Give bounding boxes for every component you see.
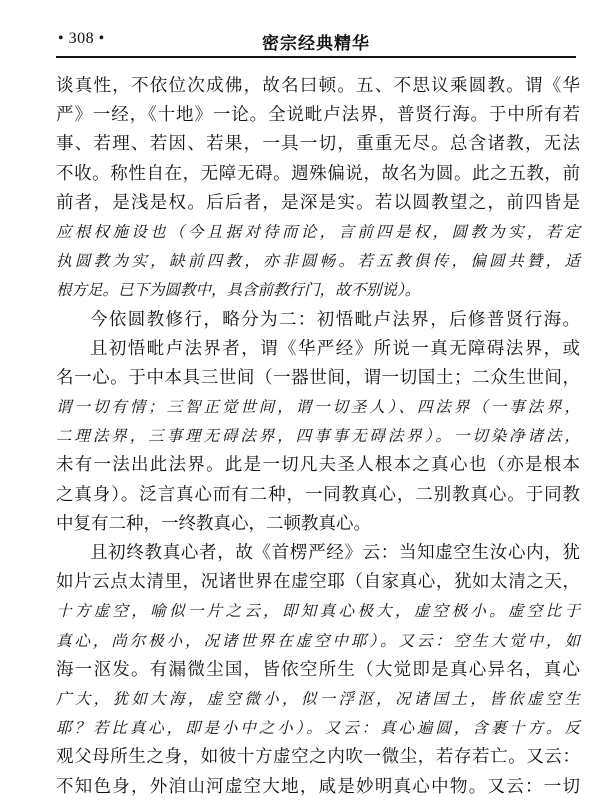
text-line: 广大，犹如大海，虚空微小，似一浮沤，况诸国土，皆依虚空生 [56,689,580,708]
text-line: 名一心。于中本具三世间（一器世间，谓一切国土；二众生世间， [56,367,580,388]
text-line: 观父母所生之身，如彼十方虚空之内吹一微尘，若存若亡。又云： [56,747,580,768]
text-line: 未有一法出此法界。此是一切凡夫圣人根本之真心也（亦是根本 [56,455,580,476]
text-line: 中复有二种，一终教真心，二顿教真心。 [56,513,371,534]
text-line: 真心，尚尔极小，况诸世界在虚空中耶）。又云：空生大觉中，如 [56,631,580,650]
text-line: 且初悟毗卢法界者，谓《华严经》所说一真无障碍法界，或 [90,338,580,359]
text-line: 应根权施设也（今且据对待而论，言前四是权，圆教为实，若定 [56,222,580,241]
text-line: 且初终教真心者，故《首楞严经》云：当知虚空生汝心内，犹 [90,543,580,563]
text-line: 不收。称性自在，无障无碍。週殊偏说，故名为圆。此之五教，前 [56,163,580,184]
text-line: 如片云点太清里，况诸世界在虚空耶（自家真心，犹如太清之天， [56,572,580,593]
text-line: 事、若理、若因、若果，一具一切，重重无尽。总含诸教，无法 [56,134,580,155]
text-line: 海一沤发。有漏微尘国，皆依空所生（大觉即是真心异名，真心 [56,659,580,680]
text-line: 今依圆教修行，略分为二：初悟毗卢法界，后修普贤行海。 [90,309,580,330]
text-line: 根方足。已下为圆教中，具含前教行门，故不别说）。 [56,281,421,300]
body-text [56,72,580,802]
text-line: 耶？若比真心，即是小中之小）。又云：真心遍圆，含裹十方。反 [56,719,580,738]
text-line: 之真身）。泛言真心而有二种，一同教真心，二别教真心。于同教 [56,484,580,505]
text-line: 严》一经，《十地》一论。全说毗卢法界，普贤行海。于中所有若 [56,105,580,126]
text-line: 谓一切有情；三智正觉世间，谓一切圣人）、四法界（一事法界， [56,398,580,417]
text-line: 前者，是浅是权。后后者，是深是实。若以圆教望之，前四皆是 [56,192,580,213]
running-title: 密宗经典精华 [262,34,370,54]
text-line: 十方虚空，喻似一片之云，即知真心极大，虚空极小。虚空比于 [56,602,580,621]
text-line: 谈真性，不依位次成佛，故名曰顿。五、不思议乘圆教。谓《华 [56,76,580,96]
page-header [56,22,576,58]
page-number: • 308 • [58,30,105,47]
text-line: 执圆教为实，缺前四教，亦非圆畅。若五教俱传，偏圆共贊，适 [56,252,580,271]
text-line: 二理法界，三事理无碍法界，四事事无碍法界）。一切染净诸法， [56,427,580,446]
text-line: 不知色身，外洎山河虚空大地，咸是妙明真心中物。又云：一切 [56,776,580,797]
